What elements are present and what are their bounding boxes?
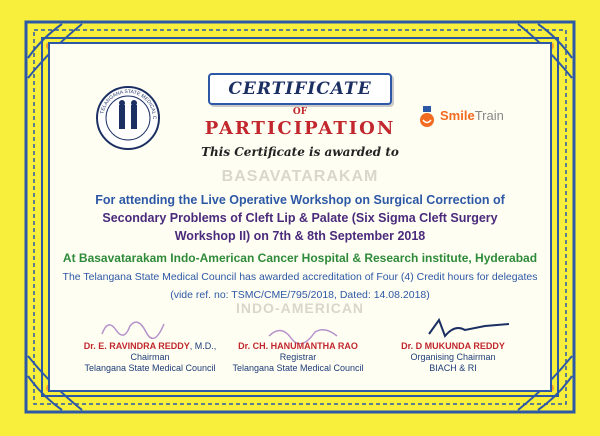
certificate-heading: CERTIFICATE	[228, 79, 372, 99]
signature-scribble-1	[98, 312, 178, 342]
signatory-1-name: Dr. E. RAVINDRA REDDY	[83, 341, 190, 351]
signatory-2-name: Dr. CH. HANUMANTHA RAO	[238, 341, 358, 351]
signature-scribble-3	[425, 316, 515, 342]
smiletrain-train: Train	[474, 108, 504, 123]
signatory-1-title: Chairman	[130, 352, 170, 362]
signatory-2-title: Registrar	[279, 352, 317, 362]
recipient-name-watermark: BASAVATARAKAM	[221, 168, 379, 185]
signatory-2	[228, 341, 368, 374]
signatory-3-org: BIACH & RI	[429, 363, 477, 373]
awarded-to-text: This Certificate is awarded to	[201, 145, 399, 159]
signatory-3-title: Organising Chairman	[410, 352, 496, 362]
smiletrain-smile: Smile	[440, 108, 475, 123]
smiletrain-logo	[418, 106, 518, 130]
of-label: OF	[292, 107, 308, 117]
body-line-1: For attending the Live Operative Workshop on Surgical Correction of	[95, 193, 505, 207]
signatory-3	[388, 341, 518, 374]
smiletrain-icon	[418, 106, 436, 128]
signatory-1-org: Telangana State Medical Council	[84, 363, 216, 373]
venue-line: At Basavatarakam Indo-American Cancer Hospital & Research institute, Hyderabad	[62, 251, 538, 265]
certificate-heading-banner	[208, 73, 392, 105]
signatory-2-org: Telangana State Medical Council	[232, 363, 364, 373]
participation-title: PARTICIPATION	[204, 118, 396, 139]
signatory-3-name: Dr. D MUKUNDA REDDY	[401, 341, 505, 351]
signatory-1-suffix: , M.D.,	[189, 341, 217, 351]
body-line-3: Workshop II) on 7th & 8th September 2018	[174, 229, 426, 243]
accreditation-line: The Telangana State Medical Council has awarded accreditation of Four (4) Credit hours for delegates	[62, 271, 538, 283]
signatory-1	[70, 341, 230, 374]
seal-text: TELANGANA STATE MEDICAL C	[99, 88, 158, 120]
reference-line: (vide ref. no: TSMC/CME/795/2018, Dated: 14.08.2018)	[170, 289, 430, 301]
hospital-watermark: INDO-AMERICAN	[235, 300, 365, 316]
body-line-2: Secondary Problems of Cleft Lip & Palate (Six Sigma Cleft Surgery	[102, 211, 498, 225]
